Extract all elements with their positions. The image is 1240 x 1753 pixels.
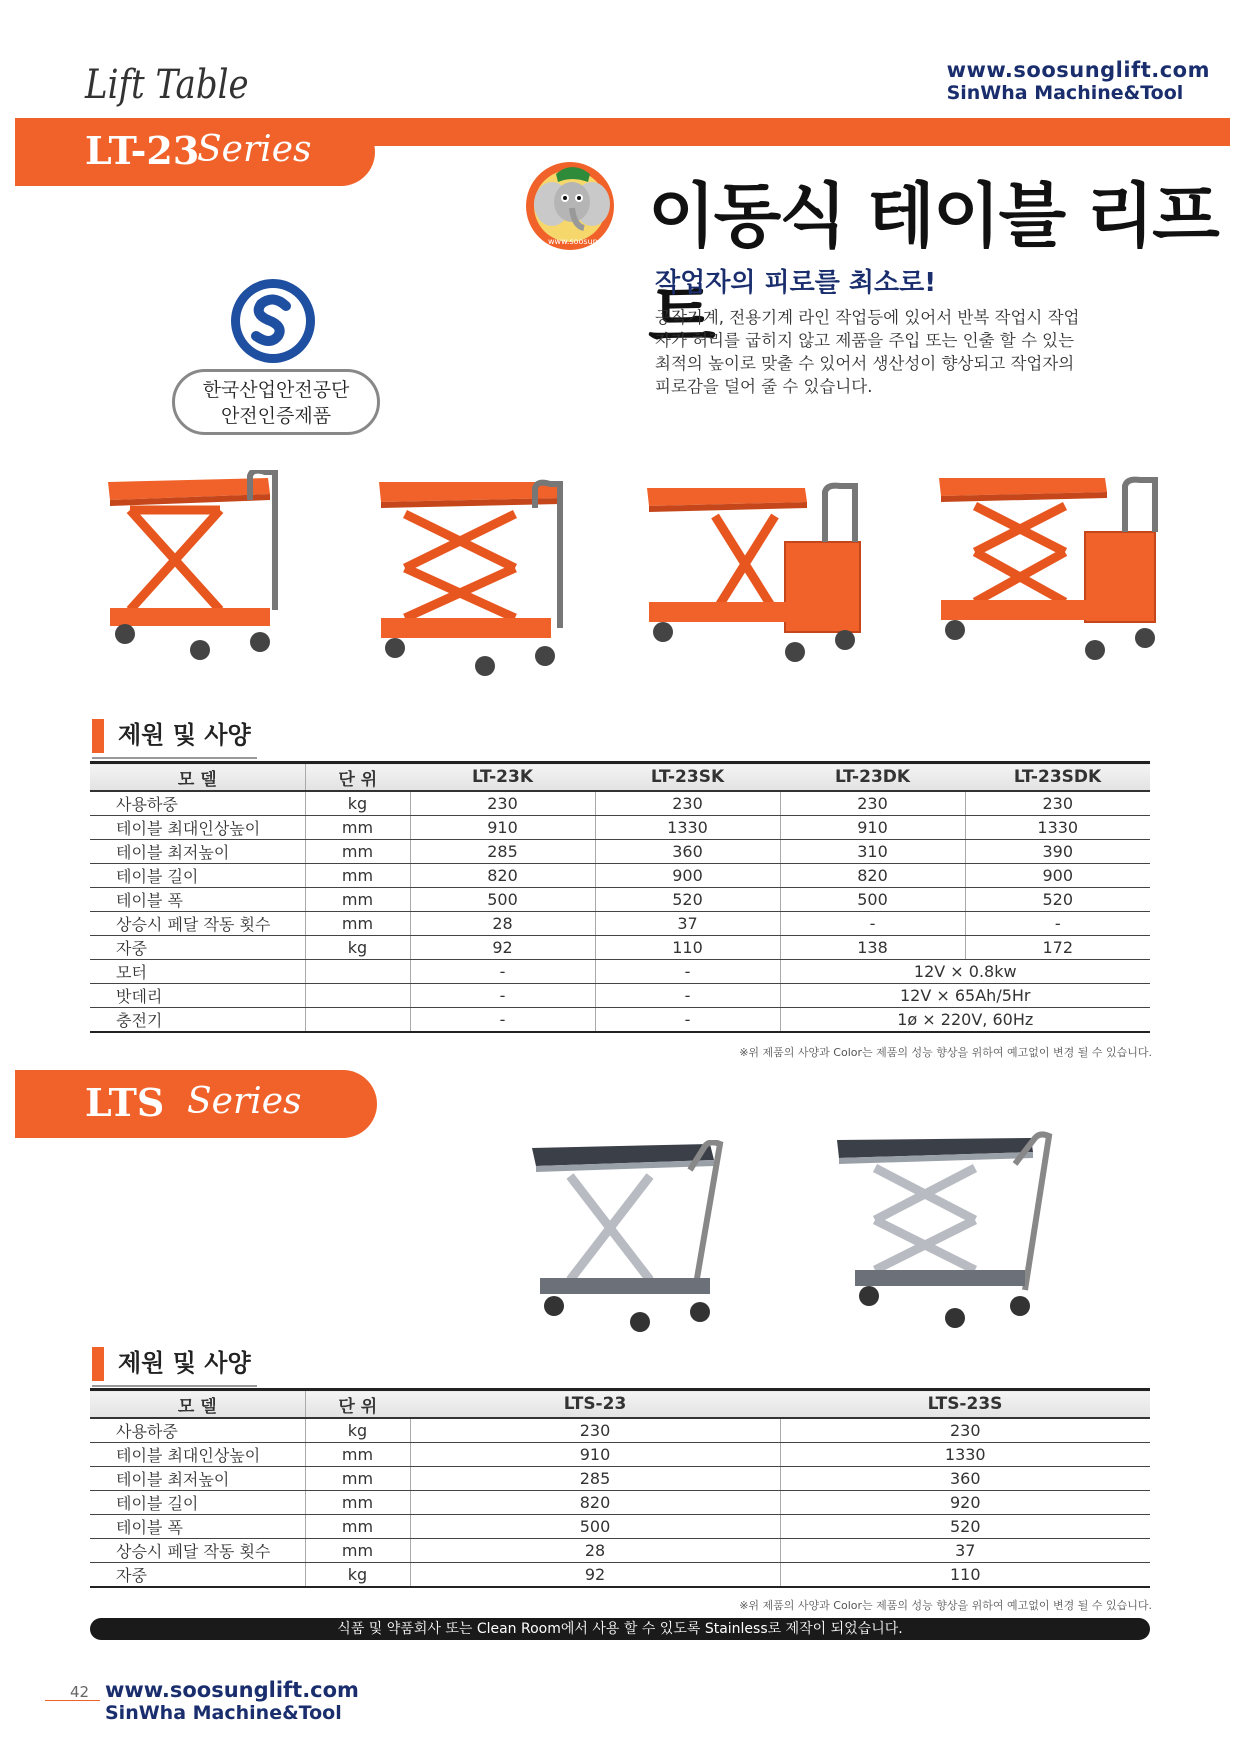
product-photo-lt23sk — [375, 478, 595, 678]
table-row — [90, 864, 1150, 888]
row-unit — [305, 1008, 410, 1033]
table-row — [90, 791, 1150, 816]
row-unit: mm — [305, 912, 410, 936]
col-header: LTS-23 — [410, 1390, 780, 1419]
row-unit — [305, 960, 410, 984]
product-photo-lt23k — [100, 470, 310, 670]
cell: 1330 — [965, 816, 1150, 840]
row-label: 충전기 — [90, 1008, 305, 1033]
spec-title: 제원 및 사양 — [118, 1349, 251, 1377]
cell: 910 — [780, 816, 965, 840]
cell: 900 — [965, 864, 1150, 888]
row-unit: kg — [305, 1563, 410, 1588]
heading-marker — [92, 719, 104, 753]
table-row — [90, 1418, 1150, 1443]
merged-cell: 12V × 0.8kw — [780, 960, 1150, 984]
cell: 500 — [780, 888, 965, 912]
cell: 37 — [780, 1539, 1150, 1563]
row-unit: mm — [305, 864, 410, 888]
cell: 520 — [965, 888, 1150, 912]
row-unit: mm — [305, 1539, 410, 1563]
spec-title: 제원 및 사양 — [118, 721, 251, 749]
lt23-series-tab — [15, 118, 375, 186]
cell: - — [410, 1008, 595, 1033]
mascot-url: www.soosung.com — [548, 237, 623, 246]
row-label: 테이블 폭 — [90, 1515, 305, 1539]
table-row — [90, 840, 1150, 864]
row-unit: mm — [305, 816, 410, 840]
table-header-row — [90, 763, 1150, 792]
table-row — [90, 1467, 1150, 1491]
lts-footnote: ※위 제품의 사양과 Color는 제품의 성능 향상을 위하여 예고없이 변경 될 수 있습니다. — [739, 1599, 1152, 1612]
footer-site-url[interactable]: www.soosunglift.com — [105, 1678, 359, 1702]
cert-line2: 안전인증제품 — [220, 405, 332, 427]
row-unit: mm — [305, 1491, 410, 1515]
cell: 230 — [410, 1418, 780, 1443]
col-header: LT-23SK — [595, 763, 780, 792]
merged-cell: 1ø × 220V, 60Hz — [780, 1008, 1150, 1033]
row-label: 테이블 최대인상높이 — [90, 1443, 305, 1467]
cell: 310 — [780, 840, 965, 864]
cell: 820 — [780, 864, 965, 888]
section-label: Lift Table — [85, 62, 249, 108]
cell: 910 — [410, 1443, 780, 1467]
row-unit: mm — [305, 1467, 410, 1491]
tab-model: LTS — [85, 1080, 165, 1125]
col-header: LT-23SDK — [965, 763, 1150, 792]
cell: 230 — [965, 791, 1150, 816]
row-label: 사용하중 — [90, 791, 305, 816]
table-row — [90, 1443, 1150, 1467]
cell: - — [410, 984, 595, 1008]
table-row — [90, 936, 1150, 960]
table-row — [90, 984, 1150, 1008]
table-row — [90, 1491, 1150, 1515]
row-unit: kg — [305, 936, 410, 960]
description: 공작기계, 전용기계 라인 작업등에 있어서 반복 작업시 작업자가 허리를 굽히지 않고 제품을 주입 또는 인출 할 수 있는 최적의 높이로 맞출 수 있어서 생산성이 향상되고 작업자의 피로감을 덜어 줄 수 있습니다. — [655, 308, 1080, 396]
cert-line1: 한국산업안전공단 — [202, 379, 350, 401]
site-footer — [105, 1678, 359, 1724]
page-number: 42 — [70, 1683, 90, 1701]
cell: - — [595, 960, 780, 984]
row-label: 모터 — [90, 960, 305, 984]
footer-company-name: SinWha Machine&Tool — [105, 1702, 342, 1724]
cell: 520 — [780, 1515, 1150, 1539]
site-header — [947, 58, 1210, 104]
cell: 110 — [780, 1563, 1150, 1588]
row-label: 테이블 길이 — [90, 1491, 305, 1515]
table-row — [90, 1539, 1150, 1563]
footer-rule — [45, 1700, 100, 1701]
col-header: LTS-23S — [780, 1390, 1150, 1419]
table-row — [90, 1515, 1150, 1539]
cell: 1330 — [595, 816, 780, 840]
row-label: 상승시 페달 작동 횟수 — [90, 1539, 305, 1563]
cell: 37 — [595, 912, 780, 936]
row-label: 자중 — [90, 1563, 305, 1588]
cell: - — [595, 1008, 780, 1033]
row-label: 자중 — [90, 936, 305, 960]
cell: - — [595, 984, 780, 1008]
row-unit: kg — [305, 1418, 410, 1443]
cell: 820 — [410, 864, 595, 888]
row-unit — [305, 984, 410, 1008]
stainless-banner: 식품 및 약품회사 또는 Clean Room에서 사용 할 수 있도록 Stainless로 제작이 되었습니다. — [90, 1618, 1150, 1640]
merged-cell: 12V × 65Ah/5Hr — [780, 984, 1150, 1008]
row-label: 테이블 최저높이 — [90, 840, 305, 864]
lt23-spec-table — [90, 761, 1150, 1033]
row-label: 사용하중 — [90, 1418, 305, 1443]
row-label: 테이블 길이 — [90, 864, 305, 888]
site-url[interactable]: www.soosunglift.com — [946, 58, 1210, 82]
cell: 230 — [780, 1418, 1150, 1443]
slogan: 작업자의 피로를 최소로! — [655, 268, 937, 298]
tab-series: Series — [197, 129, 312, 170]
product-photo-lt23dk — [645, 482, 880, 677]
col-header: 단 위 — [305, 763, 410, 792]
col-header: 모 델 — [90, 1390, 305, 1419]
cell: 285 — [410, 1467, 780, 1491]
table-row — [90, 888, 1150, 912]
row-label: 테이블 최저높이 — [90, 1467, 305, 1491]
tab-series: Series — [187, 1081, 302, 1122]
cell: - — [965, 912, 1150, 936]
cell: 92 — [410, 936, 595, 960]
cell: 230 — [780, 791, 965, 816]
cell: - — [780, 912, 965, 936]
lt23-footnote: ※위 제품의 사양과 Color는 제품의 성능 향상을 위하여 예고없이 변경 될 수 있습니다. — [739, 1046, 1152, 1059]
table-row — [90, 1008, 1150, 1033]
lts-spec-heading — [92, 1343, 251, 1381]
cell: 500 — [410, 1515, 780, 1539]
cell: 28 — [410, 1539, 780, 1563]
cell: 920 — [780, 1491, 1150, 1515]
cell: - — [410, 960, 595, 984]
row-unit: kg — [305, 791, 410, 816]
cell: 500 — [410, 888, 595, 912]
col-header: 단 위 — [305, 1390, 410, 1419]
product-photo-lts23 — [530, 1140, 760, 1340]
cell: 360 — [780, 1467, 1150, 1491]
page-headline: 이동식 테이블 리프트 — [648, 175, 1218, 358]
col-header: 모 델 — [90, 763, 305, 792]
elephant-mascot-logo — [522, 156, 632, 252]
safety-cert-logo-icon — [228, 276, 318, 366]
cert-badge — [172, 369, 380, 435]
cell: 110 — [595, 936, 780, 960]
row-unit: mm — [305, 840, 410, 864]
table-header-row — [90, 1390, 1150, 1419]
company-name: SinWha Machine&Tool — [946, 82, 1184, 104]
row-label: 상승시 페달 작동 횟수 — [90, 912, 305, 936]
row-unit: mm — [305, 1443, 410, 1467]
cell: 285 — [410, 840, 595, 864]
product-photo-lt23sdk — [935, 472, 1175, 672]
cell: 138 — [780, 936, 965, 960]
cell: 230 — [410, 791, 595, 816]
row-label: 테이블 최대인상높이 — [90, 816, 305, 840]
table-row — [90, 816, 1150, 840]
lts-series-tab — [15, 1070, 377, 1138]
table-row — [90, 960, 1150, 984]
cell: 520 — [595, 888, 780, 912]
lt23-spec-heading — [92, 715, 251, 753]
cell: 172 — [965, 936, 1150, 960]
cell: 92 — [410, 1563, 780, 1588]
col-header: LT-23K — [410, 763, 595, 792]
heading-marker — [92, 1347, 104, 1381]
cell: 28 — [410, 912, 595, 936]
lts-spec-table — [90, 1388, 1150, 1588]
col-header: LT-23DK — [780, 763, 965, 792]
cell: 910 — [410, 816, 595, 840]
table-row — [90, 912, 1150, 936]
cell: 820 — [410, 1491, 780, 1515]
cell: 360 — [595, 840, 780, 864]
cell: 1330 — [780, 1443, 1150, 1467]
tab-model: LT-23 — [85, 128, 200, 173]
cell: 230 — [595, 791, 780, 816]
row-label: 테이블 폭 — [90, 888, 305, 912]
row-unit: mm — [305, 1515, 410, 1539]
table-row — [90, 1563, 1150, 1588]
product-photo-lts23s — [835, 1130, 1080, 1340]
cell: 900 — [595, 864, 780, 888]
row-unit: mm — [305, 888, 410, 912]
row-label: 밧데리 — [90, 984, 305, 1008]
cell: 390 — [965, 840, 1150, 864]
